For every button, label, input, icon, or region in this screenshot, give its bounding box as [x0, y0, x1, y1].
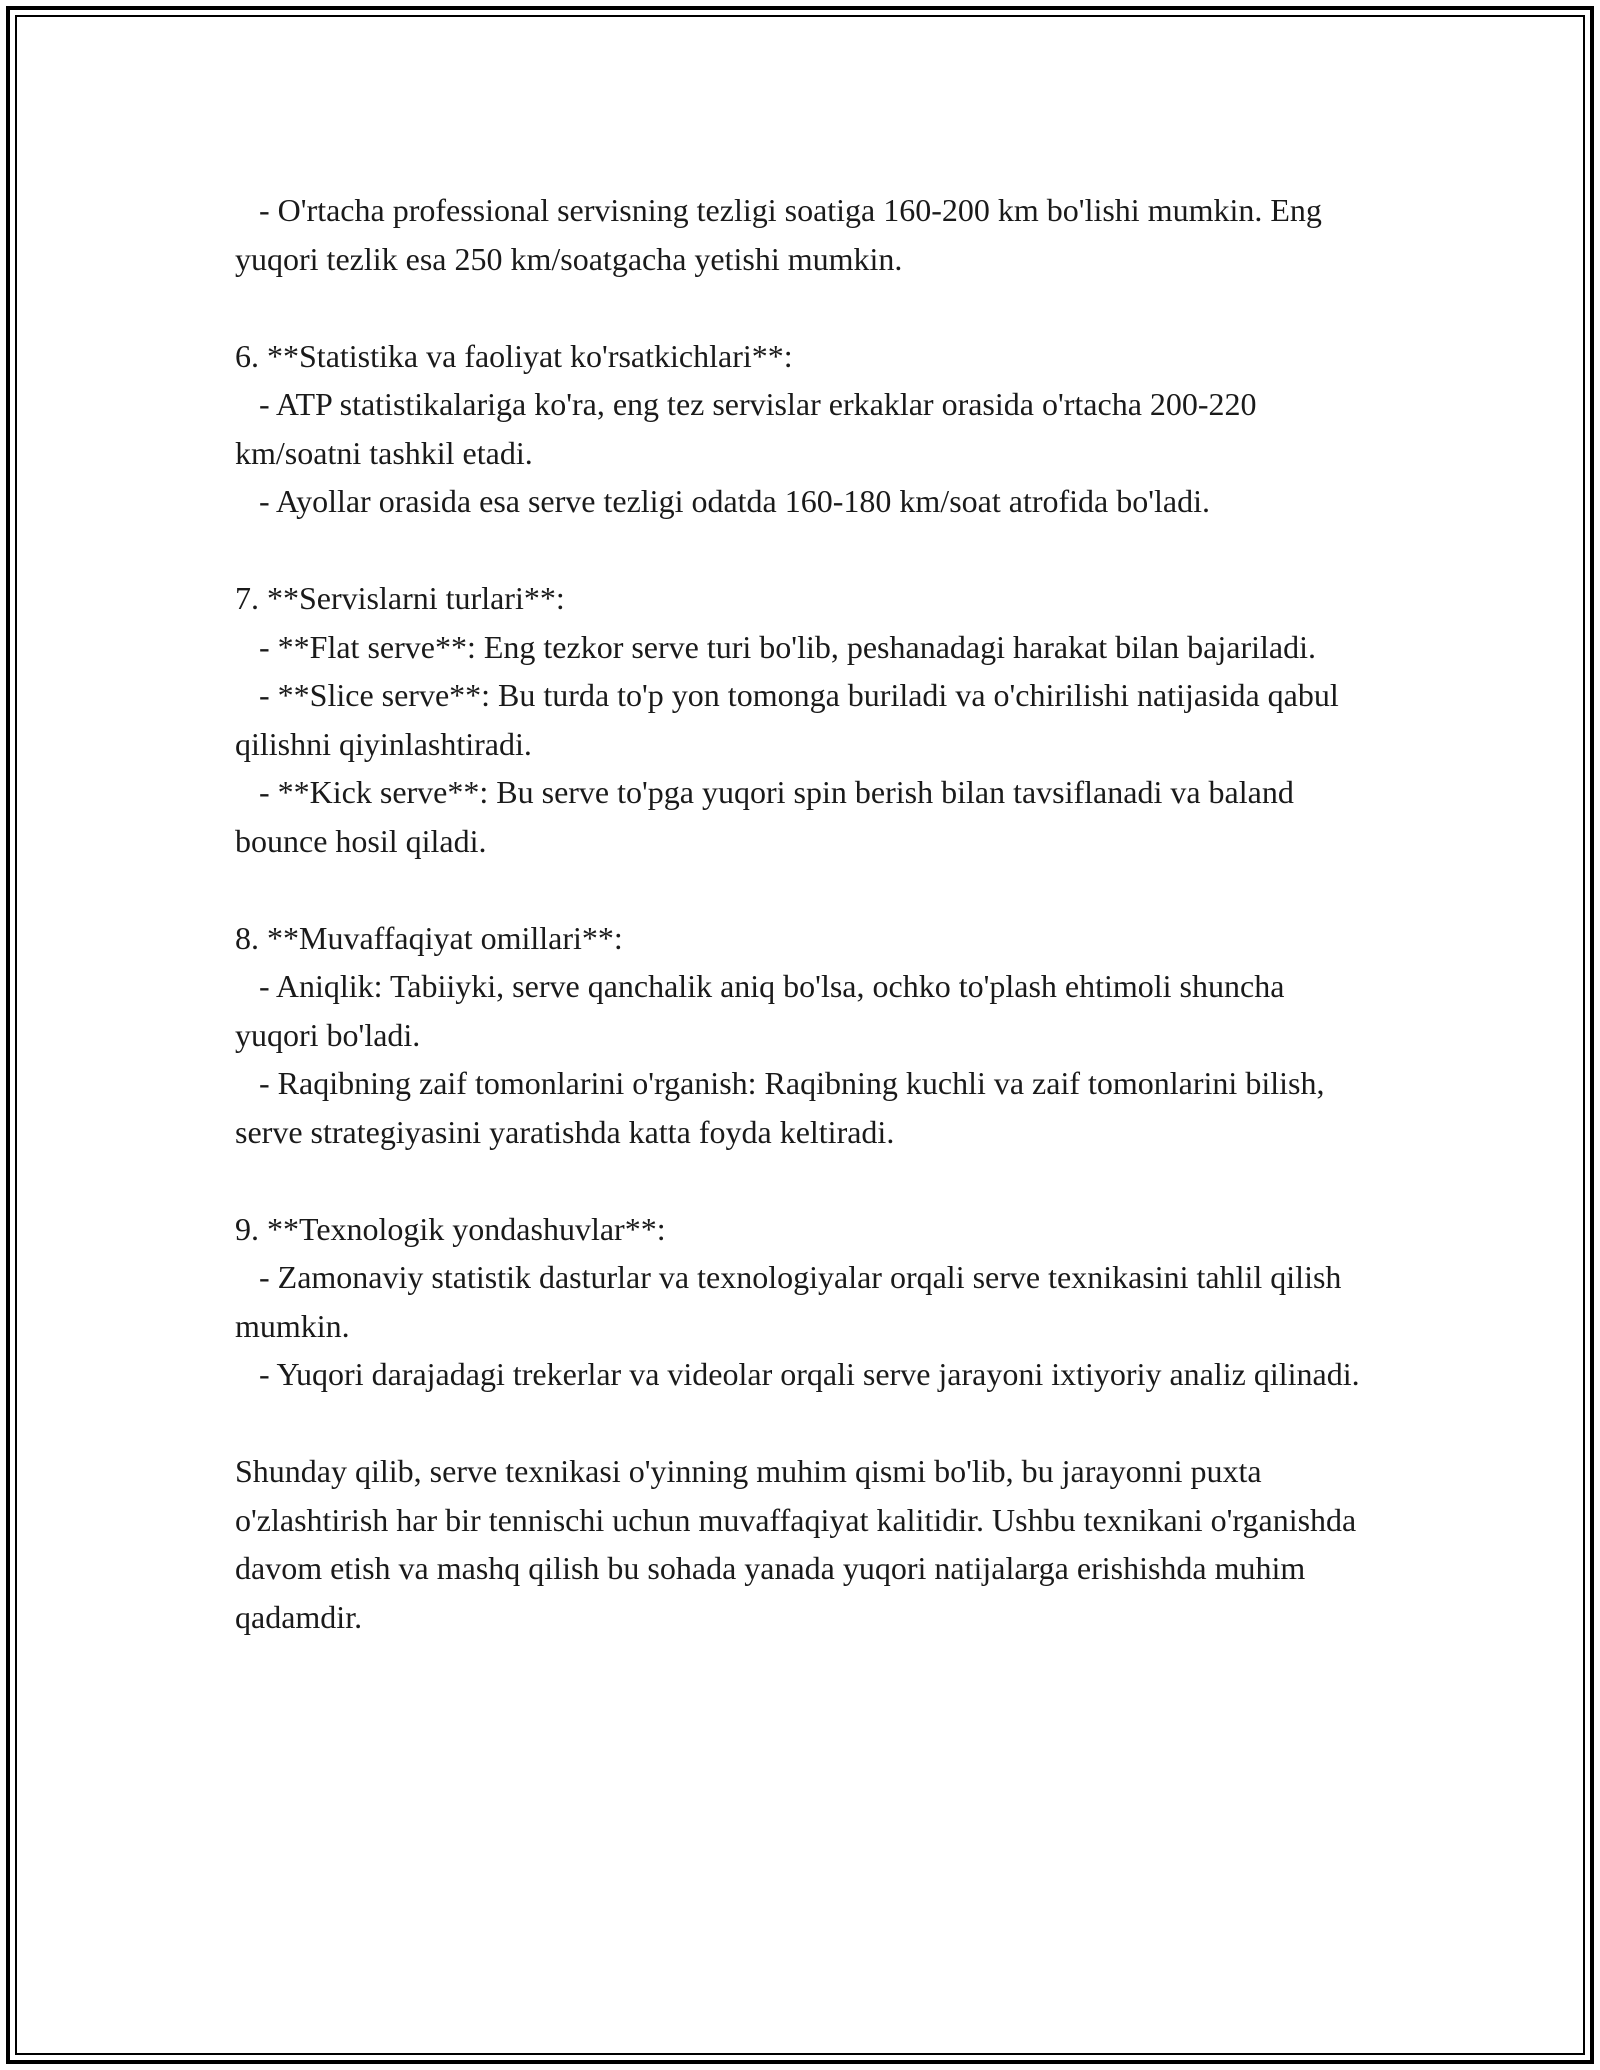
blank-line — [235, 283, 1365, 332]
list-item: - Yuqori darajadagi trekerlar va videolar orqali serve jarayoni ixtiyoriy analiz qilinadi. — [235, 1356, 1360, 1392]
section-heading: 9. **Texnologik yondashuvlar**: — [235, 1210, 666, 1247]
list-item: - **Slice serve**: Bu turda to'p yon tomonga buriladi va o'chirilishi natijasida qabul qilishni qiyinlashtiradi. — [235, 677, 1347, 762]
blank-line — [235, 865, 1365, 914]
list-item: - Aniqlik: Tabiiyki, serve qanchalik aniq bo'lsa, ochko to'plash ehtimoli shuncha yuqori bo'ladi. — [235, 968, 1293, 1053]
paragraph: Shunday qilib, serve texnikasi o'yinning muhim qismi bo'lib, bu jarayonni puxta o'zlashtirish har bir tennischi uchun muvaffaqiyat kalitidir. Ushbu texnikani o'rganishda davom etish va mashq qilish bu sohada yanada yuqori natijalarga erishishda muhim qadamdir. — [235, 1453, 1365, 1635]
list-item: - **Flat serve**: Eng tezkor serve turi bo'lib, peshanadagi harakat bilan bajariladi. — [235, 628, 1316, 665]
list-item: - ATP statistikalariga ko'ra, eng tez servislar erkaklar orasida o'rtacha 200-220 km/soatni tashkil etadi. — [235, 386, 1265, 471]
section-heading: 7. **Servislarni turlari**: — [235, 580, 565, 616]
blank-line — [235, 526, 1365, 575]
list-item: - Ayollar orasida esa serve tezligi odatda 160-180 km/soat atrofida bo'ladi. — [235, 483, 1210, 519]
list-item: - Zamonaviy statistik dasturlar va texnologiyalar orqali serve texnikasini tahlil qilish mumkin. — [235, 1259, 1350, 1344]
list-item: - O'rtacha professional servisning tezligi soatiga 160-200 km bo'lishi mumkin. Eng yuqori tezlik esa 250 km/soatgacha yetishi mumkin. — [235, 192, 1330, 277]
list-item: - Raqibning zaif tomonlarini o'rganish: Raqibning kuchli va zaif tomonlarini bilish, serve strategiyasini yaratishda katta foyda keltiradi. — [235, 1065, 1333, 1150]
list-item: - **Kick serve**: Bu serve to'pga yuqori spin berish bilan tavsiflanadi va baland bounce hosil qiladi. — [235, 774, 1302, 859]
section-heading: 6. **Statistika va faoliyat ko'rsatkichlari**: — [235, 337, 793, 374]
section-heading: 8. **Muvaffaqiyat omillari**: — [235, 919, 623, 956]
document-body — [235, 186, 1365, 1641]
blank-line — [235, 1156, 1365, 1205]
blank-line — [235, 1399, 1365, 1448]
